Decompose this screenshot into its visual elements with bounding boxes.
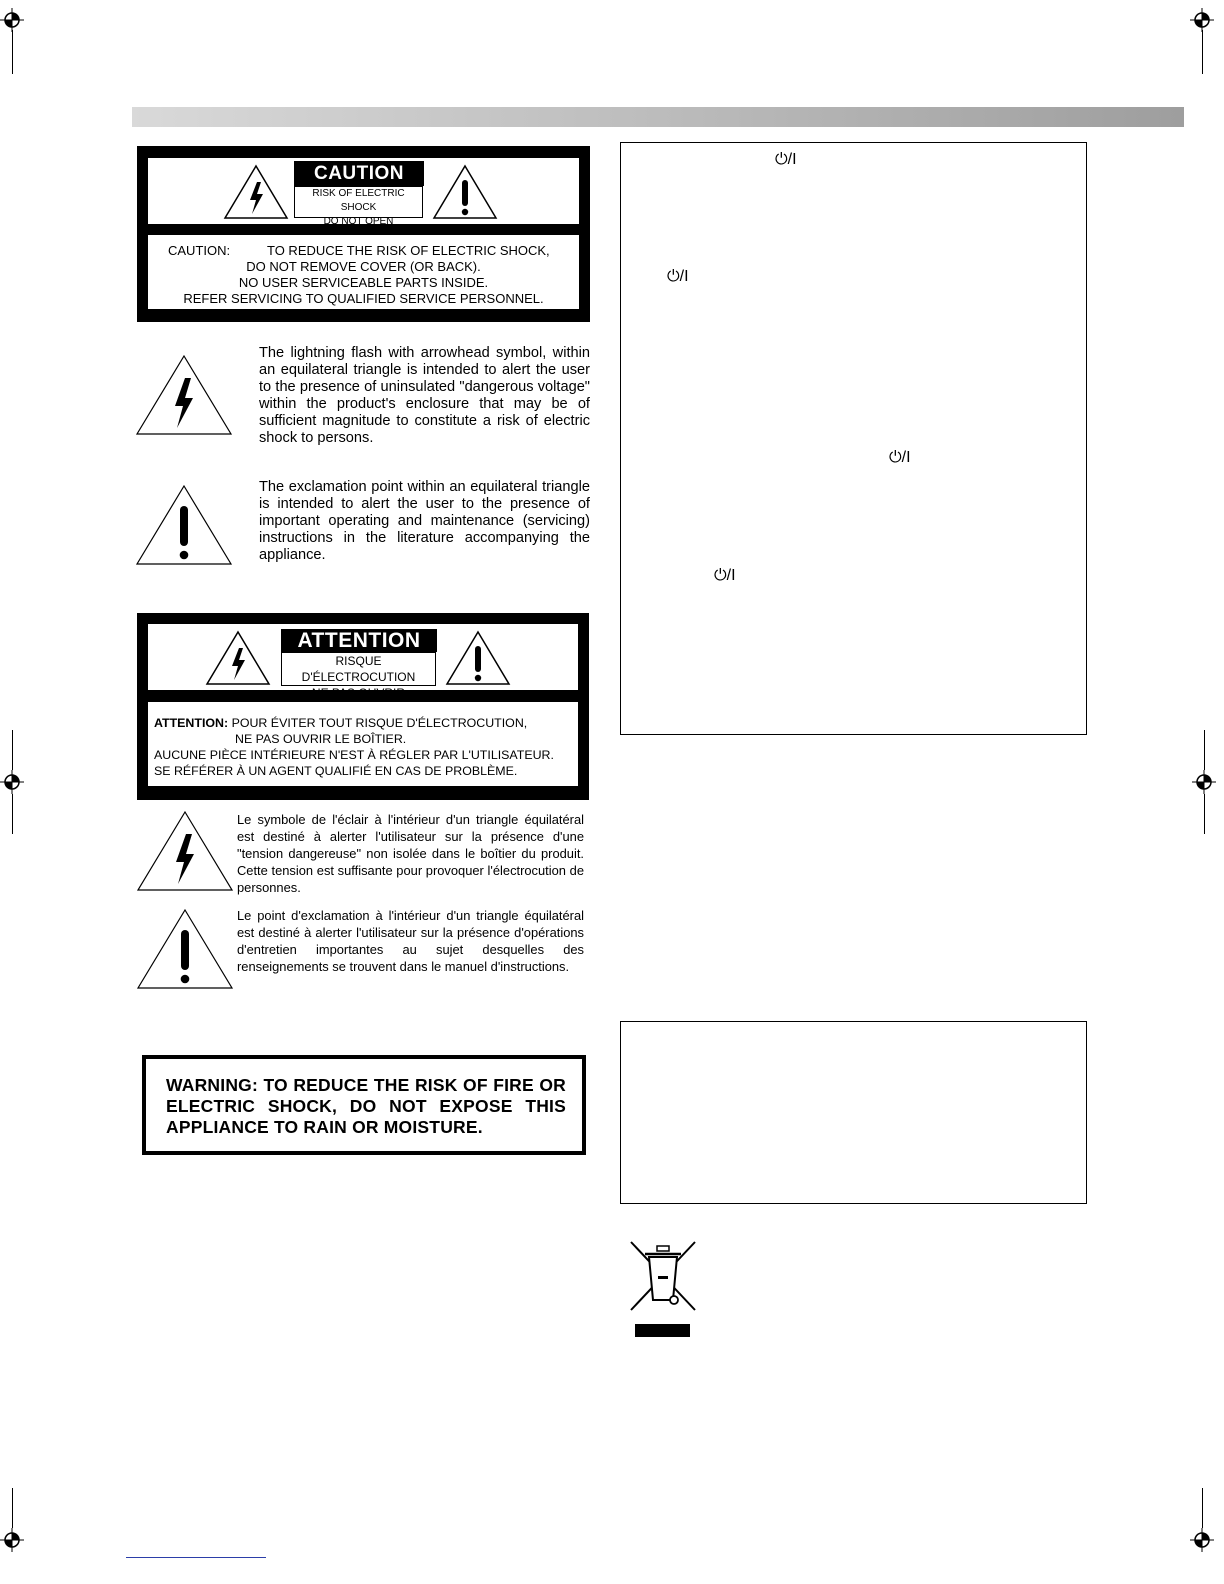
lightning-triangle-icon [136, 810, 234, 892]
attention-line: SE RÉFÉRER À UN AGENT QUALIFIÉ EN CAS DE PROBLÈME. [154, 764, 518, 778]
lightning-triangle-icon [223, 164, 289, 220]
power-standby-icon: ⏻/I [775, 151, 797, 168]
power-standby-icon: ⏻/I [889, 449, 911, 466]
attention-panel [137, 613, 589, 800]
power-notes-frame [620, 142, 1087, 735]
registration-mark-top-left [0, 8, 24, 32]
caution-line: REFER SERVICING TO QUALIFIED SERVICE PERSONNEL. [183, 291, 544, 306]
label-line: DO NOT OPEN [323, 216, 394, 227]
crop-line [12, 730, 13, 770]
crop-line [1204, 730, 1205, 770]
crop-line [1202, 30, 1203, 74]
power-standby-icon: ⏻/I [667, 268, 689, 285]
crop-line [12, 1488, 13, 1528]
attention-line: AUCUNE PIÈCE INTÉRIEURE N'EST À RÉGLER PAR L'UTILISATEUR. [154, 748, 554, 762]
lightning-triangle-icon [135, 354, 233, 436]
paragraph: Le point d'exclamation à l'intérieur d'un triangle équilatéral est destiné à alerter l'utilisateur sur la présence d'opérations d'entretien importantes au sujet desquelles des renseignements se trouvent dans le manuel d'instructions. [237, 908, 584, 974]
paragraph: Le symbole de l'éclair à l'intérieur d'un triangle équilatéral est destiné à alerter l'utilisateur sur la présence d'une "tension dangereuse" non isolée dans le boîtier du produit. Cette tension est suffisante pour provoquer l'électrocution de personnes. [237, 812, 584, 895]
registration-mark-mid-left [0, 770, 24, 794]
registration-mark-top-right [1190, 8, 1214, 32]
caution-panel [137, 146, 590, 322]
registration-mark-mid-right [1192, 770, 1216, 794]
crop-line [1202, 1488, 1203, 1528]
exclamation-triangle-icon [445, 630, 511, 686]
crop-line [12, 30, 13, 74]
caution-line: DO NOT REMOVE COVER (OR BACK). [246, 259, 481, 274]
lightning-triangle-icon [205, 630, 271, 686]
crossed-out-wheelie-bin-icon [627, 1238, 699, 1340]
warning-box [142, 1055, 586, 1155]
caution-heading: CAUTION [294, 161, 424, 186]
attention-heading: ATTENTION [281, 629, 437, 652]
attention-line-text: POUR ÉVITER TOUT RISQUE D'ÉLECTROCUTION, [231, 716, 528, 730]
registration-mark-bottom-right [1190, 1528, 1214, 1552]
lightning-symbol-description [259, 345, 590, 447]
crop-line [12, 794, 13, 834]
lightning-symbol-description-fr [237, 811, 584, 896]
caution-prefix: CAUTION: [168, 243, 231, 258]
registration-mark-bottom-left [0, 1528, 24, 1552]
caution-label [294, 186, 423, 227]
attention-label [281, 652, 436, 700]
notice-frame [620, 1021, 1087, 1204]
exclamation-triangle-icon [432, 164, 498, 220]
label-line: RISQUE D'ÉLECTROCUTION [301, 654, 416, 684]
label-line: NE PAS OUVRIR [311, 686, 406, 700]
footer-rule [126, 1557, 266, 1558]
crop-line [1204, 794, 1205, 834]
power-standby-icon: ⏻/I [714, 567, 736, 584]
attention-line: NE PAS OUVRIR LE BOÎTIER. [235, 732, 407, 746]
exclamation-triangle-icon [135, 484, 233, 566]
paragraph: The exclamation point within an equilateral triangle is intended to alert the user to the presence of important operating and maintenance (servicing) instructions in the literature accompanying the appliance. [259, 479, 590, 563]
attention-line [154, 715, 584, 731]
exclamation-triangle-icon [136, 908, 234, 990]
label-line: RISK OF ELECTRIC SHOCK [312, 188, 405, 213]
caution-line: NO USER SERVICEABLE PARTS INSIDE. [238, 275, 489, 290]
exclamation-symbol-description [259, 479, 590, 564]
section-header-bar [132, 107, 1184, 127]
warning-text: WARNING: TO REDUCE THE RISK OF FIRE OR ELECTRIC SHOCK, DO NOT EXPOSE THIS APPLIANCE TO RAIN OR MOISTURE. [166, 1075, 566, 1137]
exclamation-symbol-description-fr [237, 907, 584, 975]
paragraph: The lightning flash with arrowhead symbol, within an equilateral triangle is intended to alert the user to the presence of uninsulated "dangerous voltage" within the product's enclosure that may be of sufficient magnitude to constitute a risk of electric shock to persons. [259, 345, 590, 446]
caution-line: TO REDUCE THE RISK OF ELECTRIC SHOCK, [267, 243, 550, 258]
attention-prefix: ATTENTION: [154, 716, 229, 730]
